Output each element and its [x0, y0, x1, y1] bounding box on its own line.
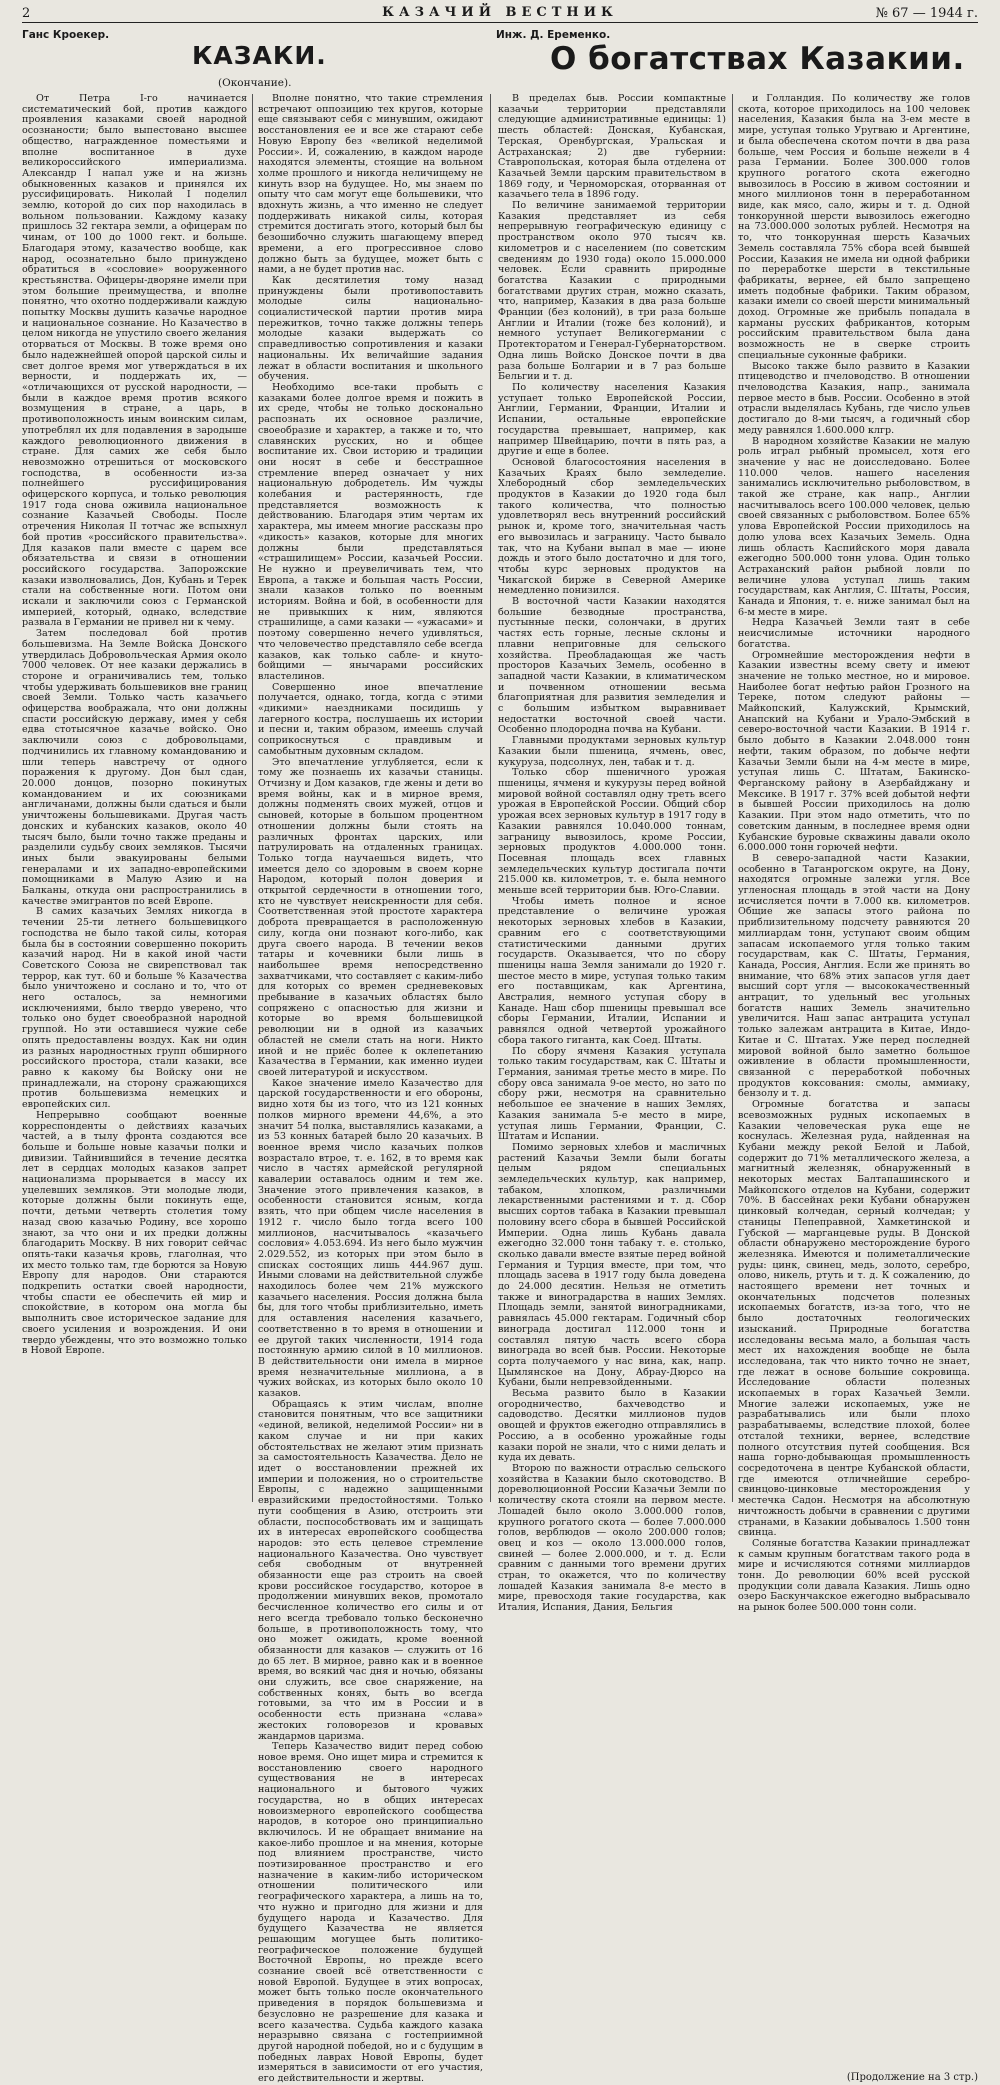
- paragraph: Чтобы иметь полное и ясное представление о величине урожая некоторых зерновых хлебов в Казакии, сравним его с соответствующими статистическими данными других государств. Оказывается, что по сбору пшеницы наша Земля занимали до 1920 г. шестое место в мире, уступая только таким его поставщикам, как Аргентина, Австралия, немного уступая сбору в Канаде. Наш сбор пшеницы превышал все сборы Германии, Италии, Испании и равнялся одной четвертой урожайного сбора такого гиганта, как Соед. Штаты.: [498, 895, 726, 1046]
- article1-subtitle: (Окончание).: [218, 77, 292, 89]
- paragraph: и Голландия. По количеству же голов скота, которое приходилось на 100 человек населения, Казакия была на 3-ем месте в мире, уступая только Уругваю и Аргентине, и была обеспечена скотом почти в два раза больше, чем Россия и больше нежели в 4 раза Германии. Более 300.000 голов крупного рогатого скота ежегодно вывозилось в Россию в живом состоянии и много миллионов тонн в переработанном виде, как мясо, сало, жиры и т. д. Одной тонкорунной шерсти вывозилось ежегодно на 73.000.000 золотых рублей. Несмотря на то, что тонкорунная шерсть Казачьих Земель составляла 75% сбора всей бывшей России, Казакия не имела ни одной фабрики по переработке шерсти в текстильные фабрикаты, вернее, ей было запрещено иметь подобные фабрики. Таким образом, казаки имели со своей шерсти минимальный доход. Огромные же прибыль попадала в карманы русских фабрикантов, которым российским правительством была дана возможность не в сверке строить специальные суконные фабрики.: [738, 93, 970, 361]
- paragraph: В северо-западной части Казакии, особенно в Таганрогском округе, на Дону, находятся огромные залежи угля. Все угленосная площадь в этой части на Дону исчисляется почти в 7.000 кв. километров. Общие же запасы этого района по приблизительному подсчету равняются 20 миллиардам тонн, уступают своим общим запасам ископаемого угля только таким государствам, как С. Штаты, Германия, Канада, Россия, Англия. Если же принять во внимание, что 68% этих запасов угля дает высший сорт угля — высококачественный антрацит, то удельный вес угольных богатств наших Земель значительно увеличится. Наш запас антрацита уступал только залежам антрацита в Китае, Индо-Китае и С. Штатах. Уже перед последней мировой войной было заметно большое оживление в области промышленности, связанной с переработкой побочных продуктов коксования: смолы, аммиаку, бензолу и т. д.: [738, 852, 970, 1100]
- article1-column-1: [22, 94, 247, 1502]
- paragraph: Огромнейшие месторождения нефти в Казакии известны всему свету и имеют значение не только местное, но и мировое. Наиболее богат нефтью район Грозного на Тереке, потом следуют районы — Майкопский, Калужский, Крымский, Анапский на Кубани и Урало-Эмбский в северо-восточной части Казакии. В 1914 г. было добыто в Казакии 2.048.000 тонн нефти, таким образом, по добыче нефти Казачьи Земли были на 4-м месте в мире, уступая лишь С. Штатам, Бакинско-Ферганскому району в Азербайджану и Мексике. В 1917 г. 37% всей добытой нефти в бывшей России приходилось на долю Казакии. При этом надо отметить, что по советским данным, в последнее время одни Кубанские буровые скважины давали около 6.000.000 тонн горючей нефти.: [738, 649, 970, 854]
- paragraph: В пределах быв. России компактные казачьи территории представляли следующие административные единицы: 1) шесть областей: Донская, Кубанская, Терская, Оренбургская, Уральская и Астраханская; 2) две губернии: Ставропольская, которая была отделена от Казачьей Земли царским правительством в 1869 году, и Черноморская, оторванная от казачьего тела в 1896 году.: [498, 93, 726, 201]
- page-number: 2: [22, 6, 31, 21]
- paragraph: Огромные богатства и запасы всевозможных рудных ископаемых в Казакии человеческая рука еще не коснулась. Железная руда, найденная на Кубани между рекой Белой и Лабой, содержит до 71% металлического железа, а магнитный железняк, обнаруженный в некоторых местах Балтапашинского и Майкопского отделов на Кубани, содержит 70%. В бассейнах реки Кубани обнаружен цинковый колчедан, серный колчедан; у станицы Пепеправной, Хамкетинской и Губской — марганцевые руды. В Донской области обнаружено месторождение бурого железняка. Имеются и полиметаллические руды: цинк, свинец, медь, золото, серебро, олово, никель, ртуть и т. д. К сожалению, до настоящего времени нет точных и окончательных подсчетов полезных ископаемых богатств, из-за того, что не было достаточных геологических изысканий. Природные богатства исследованы весьма мало, а большая часть мест их нахождения вообще не была исследована, так что никто точно не знает, где лежат в основе большие сокровища. Исследование области полезных ископаемых в горах Казачьей Земли. Многие залежи ископаемых, уже не разрабатывались или были плохо разрабатываемы, вследствие плохой, более отсталой техники, вернее, вследствие полного отсутствия путей сообщения. Вся наша горно-добывающая промышленность сосредоточена в центре Кубанской области, где имеются отличнейшие серебро-свинцово-цинковые месторождения у местечка Садон. Несмотря на абсолютную ничтожность добычи в сравнении с другими странами, в Казакии добывалось 1.500 тонн свинца.: [738, 1099, 970, 1539]
- headline-row: [22, 27, 978, 95]
- paragraph: В самих казачьих Землях никогда в течении 25-ти летнего большевицкого господства не было такой силы, которая была бы в состоянии совершенно покорить казачий народ. Ни в какой иной части Советского Союза не свирепствовал так террор, как тут. 60 и больше % Казачества было уничтожено и сослано и то, что от него осталось, за немногими исключениями, было твердо уверено, что только оно будет своеобразной народной группой. Но эти оставшиеся чужие себе опять предоставлены воздух. Как ни один из разных народностных групп обширного российского простора, стали казаки, все равно к какому бы Войску они не принадлежали, на сторону сражающихся против большевизма немецких и европейских сил.: [22, 906, 247, 1111]
- article2-column-1: [498, 93, 726, 1614]
- paragraph: Как десятилетия тому назад принуждены были противопоставить молодые силы национально-социалистической партии против мира пережитков, точно также должны теперь молодые казаки выдержать со справедливостью сопротивления и казаки национальны. Их величайшие задания лежат в области воспитания и школьного обучения.: [258, 274, 483, 383]
- paragraph: Только сбор пшеничного урожая пшеницы, ячменя и кукурузы перед войной мировой войной составлял одну треть всего урожая в Европейской России. Общий сбор урожая всех зерновых культур в 1917 году в Казакии равнялся 10.040.000 тоннам, заграницу вывозилось, кроме России, зерновых продуктов 4.000.000 тонн. Посевная площадь всех главных земледельческих культур достигала почти 215.000 кв. километров, т. е. была немного меньше всей территории быв. Юго-Славии.: [498, 767, 726, 897]
- paragraph: Теперь Казачество видит перед собою новое время. Оно ищет мира и стремится к восстановлению своего народного существования не в интересах национального и бытового чужих государства, но в общих интересах новоизмерного европейского сообщества народов, в которое оно принципиально включилось. И не обращает внимание на какое-либо прошлое и на мнения, которые под влиянием пространстве, чисто поэтизированное пространство и его назначение в каким-либо историческом отношении политического или географического характера, а лишь на то, что нужно и пригодно для жизни и для будущего народа и Казачество. Для будущего Казачества не является решающим могущее быть политико-географическое положение будущей Восточной Европы, но прежде всего сознание своей всё ответственности с новой Европой. Будущее в этих вопросах, может быть только после окончательного приведения в порядок большевизма и безусловно не разрешение для казака и всего казачества. Судьба каждого казака неразрывно связана с гостеприимной другой народной победой, но и с будущим в победных лаврах Новой Европы, будет измеряться в зависимости от его участия, его действительности и жертвы.: [258, 1741, 483, 2085]
- article1-column-2: [258, 93, 483, 2085]
- paragraph: От Петра I-го начинается систематический бой, против каждого проявления казаками своей народной осознаности; было выпестовано высшее общество, награжденное поместьями и вполне воспитанное в духе великороссийского империализма. Александр I напал уже и на жизнь обыкновенных казаков и принялся их руссифицировать. Николай I поделил землю, которой до сих пор находилась в вольном пользовании. Каждому казаку пришлось 32 гектара земли, а офицерам по чинам, от 100 до 1000 гект. и больше. Благодаря этому, казачество вообще, как народ, осознательно было принуждено обратиться в «сословие» вооруженного крестьянства. Офицеры-дворяне имели при этом большие преимущества, и вполне понятно, что охотно поддерживали каждую попытку Москвы душить казачье народное и национальное сознание. Но Казачество в целом никогда не упустило своего желания оторваться от Москвы. В тоже время оно было надежнейшей опорой царской силы и свет долгое время мог утверждаться в их верности, и поддержать их, — «отличающихся от русской народности, — были в каждое время против всякого возмущения в стране, а царь, в противоположность иным воинским силам, употреблял их для подавления в зародыше каждого революционного движения в стране. Для самих же себя было невозможно отрешиться от московского господства, в особенности из-за полнейшего руссифицирования офицерского корпуса, и только революция 1917 года снова оживила национальное сознание Казачьей Свободы. После отречения Николая II тотчас же вспыхнул бой против «российского правительства». Для казаков пали вместе с царем все обязательства и связи в отношении российского государства. Запорожские казаки изволновались, Дон, Кубань и Терек стали на собственные ноги. Потом они искали и заключили союз с Германской империей, который, однако, вследствие развала в Германии не привел ни к чему.: [22, 93, 247, 629]
- paragraph: Непрерывно сообщают военные корреспонденты о действиях казачьих частей, а в тылу фронта создаются все больше и больше новые казачьи полки и дивизии. Тайнившийся в течение десятка лет в сердцах молодых казаков запрет национализма прорывается в массу их уцелевших земляков. Эти молодые люди, которые должны были покинуть еще, почти, детьми четверть столетия тому назад свою казачью Родину, все хорошо знают, за что они и их предки должны благодарить Москву. В них говорит сейчас опять-таки казачья кровь, глаголная, что их место только там, где борются за Новую Европу для народов. Они стараются подкрепить остатки своей народности, чтобы спасти ее обеспечить ей мир и спокойствие, в котором она могла бы выполнить свое историческое задание для своего усиления и возрождения. И они твердо убеждены, что это возможно только в Новой Европе.: [22, 1109, 247, 1357]
- paragraph: Обращаясь к этим числам, вполне становится понятным, что все защитники «единой, великой, неделимой России» ни в каком случае и ни при каких обстоятельствах не желают этим признать за самостоятельность Казачества. Дело не идет о восстановлении прежней их империи и положения, но о строительстве Европы, с надежно защищенными евразийскими предостойностями. Только пути сообщения в Азию, отстроить эти области, поспособствовать им и защищать их в интересах европейского сообщества народов: это есть целевое стремление национального Казачества. Оно чувствует себя свободным от внутренней обязанности еще раз строить на своей крови российское государство, которое в продолжении минувших веков, промотало бесчисленное количество его силы и от него всегда требовало только бесконечно больше, в противоположность тому, что оно может ожидать, кроме военной обязанности для казаков — служить от 16 до 65 лет. В мирное, равно как и в военное время, во всякий час дня и ночью, обязаны они служить, все свое снаряжение, на собственных конях, быть во всегда готовыми, за что им в России и в особенности есть признана «слава» жестоких головорезов и кровавых жандармов царизма.: [258, 1398, 483, 1742]
- article2-header: [496, 27, 978, 95]
- paragraph: Основой благосостояния населения в Казачьих Краях было земледелие. Хлебородный сбор земледельческих продуктов в Казакии до 1920 года был такого количества, что полностью удовлетворял весь внутренний российский рынок и, кроме того, значительная часть его вывозилась и заграницу. Часто бывало так, что на Кубани выпал в мае — июне дождь и этого было достаточно и для того, чтобы курс зерновых продуктов на Чикагской бирже в Северной Америке немедленно понизился.: [498, 456, 726, 597]
- article1-header: [22, 27, 482, 95]
- paragraph: В восточной части Казакии находятся большие безводные пространства, пустынные пески, солончаки, в других частях есть горные, лесные склоны и плавни неприговные для сельского хозяйства. Преобладающая же часть просторов Казачьих Земель, особенно в западной части Казакии, в климатическом и почвенном отношении весьма благоприятная для развития земледелия и с большим избытком выравнивает недостатки восточной своей части. Особенно плодородна почва на Кубани.: [498, 596, 726, 736]
- paragraph: Недра Казачьей Земли таят в себе неисчислимые источники народного богатства.: [738, 617, 970, 650]
- issue-number: № 67 — 1944 г.: [875, 6, 978, 21]
- article2-author: Инж. Д. Еременко.: [496, 29, 611, 41]
- paragraph: Какое значение имело Казачество для царской государственности и его обороны, видно хотя бы из того, что из 121 конных полков мирного времени 44,6%, а это значит 54 полка, выставлялись казаками, а из 53 конных батарей было 20 казачьих. В военное время число казачьих полков возрастало втрое, т. е. 162, в то время как число в частях армейской регулярной кавалерии оставалось одним и тем же. Значение этого привлечения казаков, в особенности становится ясным, когда взять, что при общем числе населения в 1912 г. число было тогда всего 100 миллионов, насчитывалось «казачьего сословия» 4.053.694. Из него было мужчин 2.029.552, из которых при этом было в списках состоящих лишь 444.967 душ. Иными словами на действительной службе находилось более чем 21% мужского казачьего населения. Россия должна была бы, для того чтобы приблизительно, иметь для оставления населения казачьего, соответственно в то время в отношении и ее другой таких численности, 1914 года постоянную армию силой в 10 миллионов. В действительности они имела в мирное время незначительные миллиона, а в чужих войсках, из которых было около 10 казаков.: [258, 1077, 483, 1400]
- paragraph: Необходимо все-таки пробыть с казаками более долгое время и пожить в их среде, чтобы не только досконально распознать их основное различие, своеобразие и характер, а также и то, что славянских русских, но и общее воспитание их. Свои историю и традиции они носят в себе и бесстрашное стремление вперед означает у них национальную добродетель. Им чужды колебания и растерянность, где представляется возможность к действованию. Благодаря этим чертам их характера, мы имеем многие рассказы про «дикость» казаков, которые для многих должны были представляться «страшилищем» России, казачьей России. Не нужно и преувеличивать тем, что Европа, а также и большая часть России, знали казаков только по военным историям. Война и бой, в особенности для не привыкших к ним, являются страшилище, а сами казаки — «ужасами» и поэтому совершенно нечего удивляться, что человечество представляло себе всегда казаков, как только сабле- и кнуто-бойщими — янычарами российских властелинов.: [258, 381, 483, 682]
- paragraph: По количеству населения Казакия уступает только Европейской России, Англии, Германии, Франции, Италии и Испании, остальные европейские государства превышает, например, как например Швейцарию, почти в пять раз, а другие и еще в более.: [498, 381, 726, 458]
- paragraph: Это впечатление углубляется, если к тому же познаешь их казачьи станицы. Отчизну и Дом казаков, где жены и дети во время войны, как и в мирное время, должны подменять своих мужей, отцов и сыновей, которые в большом процентном отношении должны были стоять на различных фронтах царских, или патрулировать на отдаленных границах. Только тогда научаешься видеть, что имеется дело со здоровым в своем корне Народом, который полон доверия и открытой сердечности в отношении того, кто не чувствует неискренности для себя. Соответственная этой простоте характера доброта превращается в расположенную силу, когда они познают кого-либо, как друга своего народа. В течении веков татары и кочевники были лишь в наибольшее время непосредственно захватчиками, что составляет с каким-либо для которых со времен средневековых пребывание в казачьих областях было сопряжено с опасностью для жизни и которые во время большевицкой революции ни в одной из казачьих областей не смели стать на ноги. Никто иной и не приёс более к оклепетанию Казачества в Германии, как именно иудеи своей литературой и искусством.: [258, 756, 483, 1078]
- masthead: [22, 4, 978, 23]
- paragraph: Совершенно иное впечатление получается, однако, тогда, когда с этими «дикими» наездниками посидишь у лагерного костра, послушаешь их истории и песни и, таким образом, имеешь случай соприкоснуться с правдивым и самобытным духовным складом.: [258, 681, 483, 757]
- paragraph: Затем последовал бой против большевизма. На Земле Войска Донского утвердилась Добровольческая Армия около 7000 человек. От нее казаки держались в стороне и ограничивались тем, только чтобы удерживать большевиков вне границ своей Земли. Только часть казачьего офицерства воображала, что они должны спасти российскую державу, имея у себя едва стотысячное казачье войско. Оно заключили союз с добровольцами, подчинились их главному командованию и шли теперь навстречу от одного поражения к другому. Дон был сдан, 20.000 донцов, позорно покинутых командованием и их союзниками англичанами, должны были сдаться и были уничтожены большевиками. Другая часть донских и кубанских казаков, около 40 тысяч было, были точно также преданы и разделили судьбу своих земляков. Тысячи иных были эвакуированы белыми генералами и их западно-европейскими помощниками в Малую Азию и на Балканы, откуда они распространились в качестве эмигрантов по всей Европе.: [22, 628, 247, 907]
- paragraph: Весьма развито было в Казакии огородничество, бахчеводство и садоводство. Десятки миллионов пудов овощей и фруктов ежегодно отправлялись в Россию, а в особенно урожайные годы казаки порой не знали, что с ними делать и куда их девать.: [498, 1388, 726, 1464]
- paragraph: Вполне понятно, что такие стремления встречают оппозицию тех кругов, которые еще связывают себя с минувшим, ожидают восстановления ее и все же старают себе Новую Европу без «великой неделимой России». И, сожалению, в каждом народе находятся элементы, стоящие на вольном холме прошлого и никогда неличищему не кинуть взор на будущее. Но, мы знаем по опыту что сам могут еще большевики, что вдохнуть жизнь, а что именно не следует поддерживать никакой силы, которая стремится достигать этого, который был бы безошибочно служить шагающему вперед времени, а его прогрессивное слово должно быть за будущее, может быть с нами, а не будет против нас.: [258, 93, 483, 276]
- paragraph: По сбору ячменя Казакия уступала только таким государствам, как С. Штаты и Германия, занимая третье место в мире. По сбору овса занимала 9-ое место, но зато по сбору ржи, несмотря на сравнительно небольшое ее значение в наших Землях, Казакия занимала 5-е место в мире, уступая лишь Германии, Франции, С. Штатам и Испании.: [498, 1045, 726, 1143]
- paragraph: Второю по важности отраслью сельского хозяйства в Казакии было скотоводство. В дореволюционной России Казачьи Земли по количеству скота стояли на первом месте. Лошадей было около 3.000.000 голов, крупного рогатого скота — более 7.000.000 голов, верблюдов — около 200.000 голов; овец и коз — около 13.000.000 голов, свиней — более 2.000.000, и т. д. Если сравним с данными того времени других стран, то окажется, что по количеству лошадей Казакия занимала 8-е место в мире, превосходя такие государства, как Италия, Испания, Дания, Бельгия: [498, 1463, 726, 1614]
- paragraph: В народном хозяйстве Казакии не малую роль играл рыбный промысел, хотя его значение у нас не доисследовано. Более 110.000 челов. нашего населения занимались исключительно рыболовством, в такой же стране, как напр., Англии насчитывалось всего 100.000 человек, целью своей связанных с рыболовством. Более 65% улова Европейской России приходилось на долю улова всех Казачьих Земель. Одна лишь область Каспийского моря давала ежегодно 500.000 тонн улова. Один только Астраханский район рыбной ловли по величине улова уступал лишь таким государствам, как Англия, С. Штаты, Россия, Канада и Япония, т. е. ниже занимал был на 6-м месте в мире.: [738, 435, 970, 618]
- article1-author: Ганс Кроекер.: [22, 29, 110, 41]
- article2-column-2: [738, 93, 970, 1614]
- paragraph: По величине занимаемой территории Казакия представляет из себя непрерывную географическую единицу с пространством около 970 тысяч кв. километров и с населением (по советским сведениям до 1930 года) около 15.000.000 человек. Если сравнить природные богатства Казакии с природными богатствами других стран, можно сказать, что, например, Казакия в два раза больше Франции (без колоний), в три раза больше Англии и Италии (тоже без колоний), и немного уступает Великогермании с Протекторатом и Генерал-Губернаторством. Одна лишь Войско Донское почти в два раза больше Болгарии и в 7 раз больше Бельгии и т. д.: [498, 200, 726, 383]
- paragraph: Главными продуктами зерновых культур Казакии были пшеница, ячмень, овес, кукуруза, подсолнух, лен, табак и т. д.: [498, 735, 726, 768]
- paragraph: Высоко также было развито в Казакии птицеводство и пчеловодство. В отношении пчеловодства Казакия, напр., занимала первое место в быв. России. Особенно в этой отрасли выделялась Кубань, где число ульев достигало до 8-ми тысяч, а годичный сбор меду равнялся 1.600.000 клгр.: [738, 360, 970, 436]
- article2-title: О богатствах Казакии.: [550, 41, 965, 77]
- newspaper-title: КАЗАЧИЙ ВЕСТНИК: [382, 5, 618, 20]
- continued-note: (Продолжение на 3 стр.): [846, 2072, 978, 2083]
- article1-title: КАЗАКИ.: [192, 41, 327, 70]
- paragraph: Соляные богатства Казакии принадлежат к самым крупным богатствам такого рода в мире и исчисляются сотнями миллиардов тонн. До революции 60% всей русской продукции соли давала Казакия. Лишь одно озеро Баскунчакское ежегодно выбрасывало на рынок более 500.000 тонн соли.: [738, 1537, 970, 1614]
- paragraph: Помимо зерновых хлебов и масличных растений Казачьи Земли были богаты целым рядом специальных земледельческих культур, как например, табаком, хлопком, различными лекарственными растениями и т. д. Сбор высших сортов табака в Казакии превышал половину всего сбора в бывшей Российской Империи. Одна лишь Кубань давала ежегодно 32.000 тонн табаку т. е. столько, сколько давали вместе взятые перед войной Германия и Турция вместе, при том, что площадь засева в 1917 году была доведена до 24.000 десятин. Нельзя не отметить также и виноградарства в наших Землях. Площадь земли, занятой виноградниками, равнялась 45.000 гектарам. Годичный сбор винограда достигал 112.000 тонн и составлял пятую часть всего сбора винограда во всей быв. России. Некоторые сорта получаемого у нас вина, как, напр. Цымлянское на Дону, Абрау-Дюрсо на Кубани, были непревзойденными.: [498, 1141, 726, 1389]
